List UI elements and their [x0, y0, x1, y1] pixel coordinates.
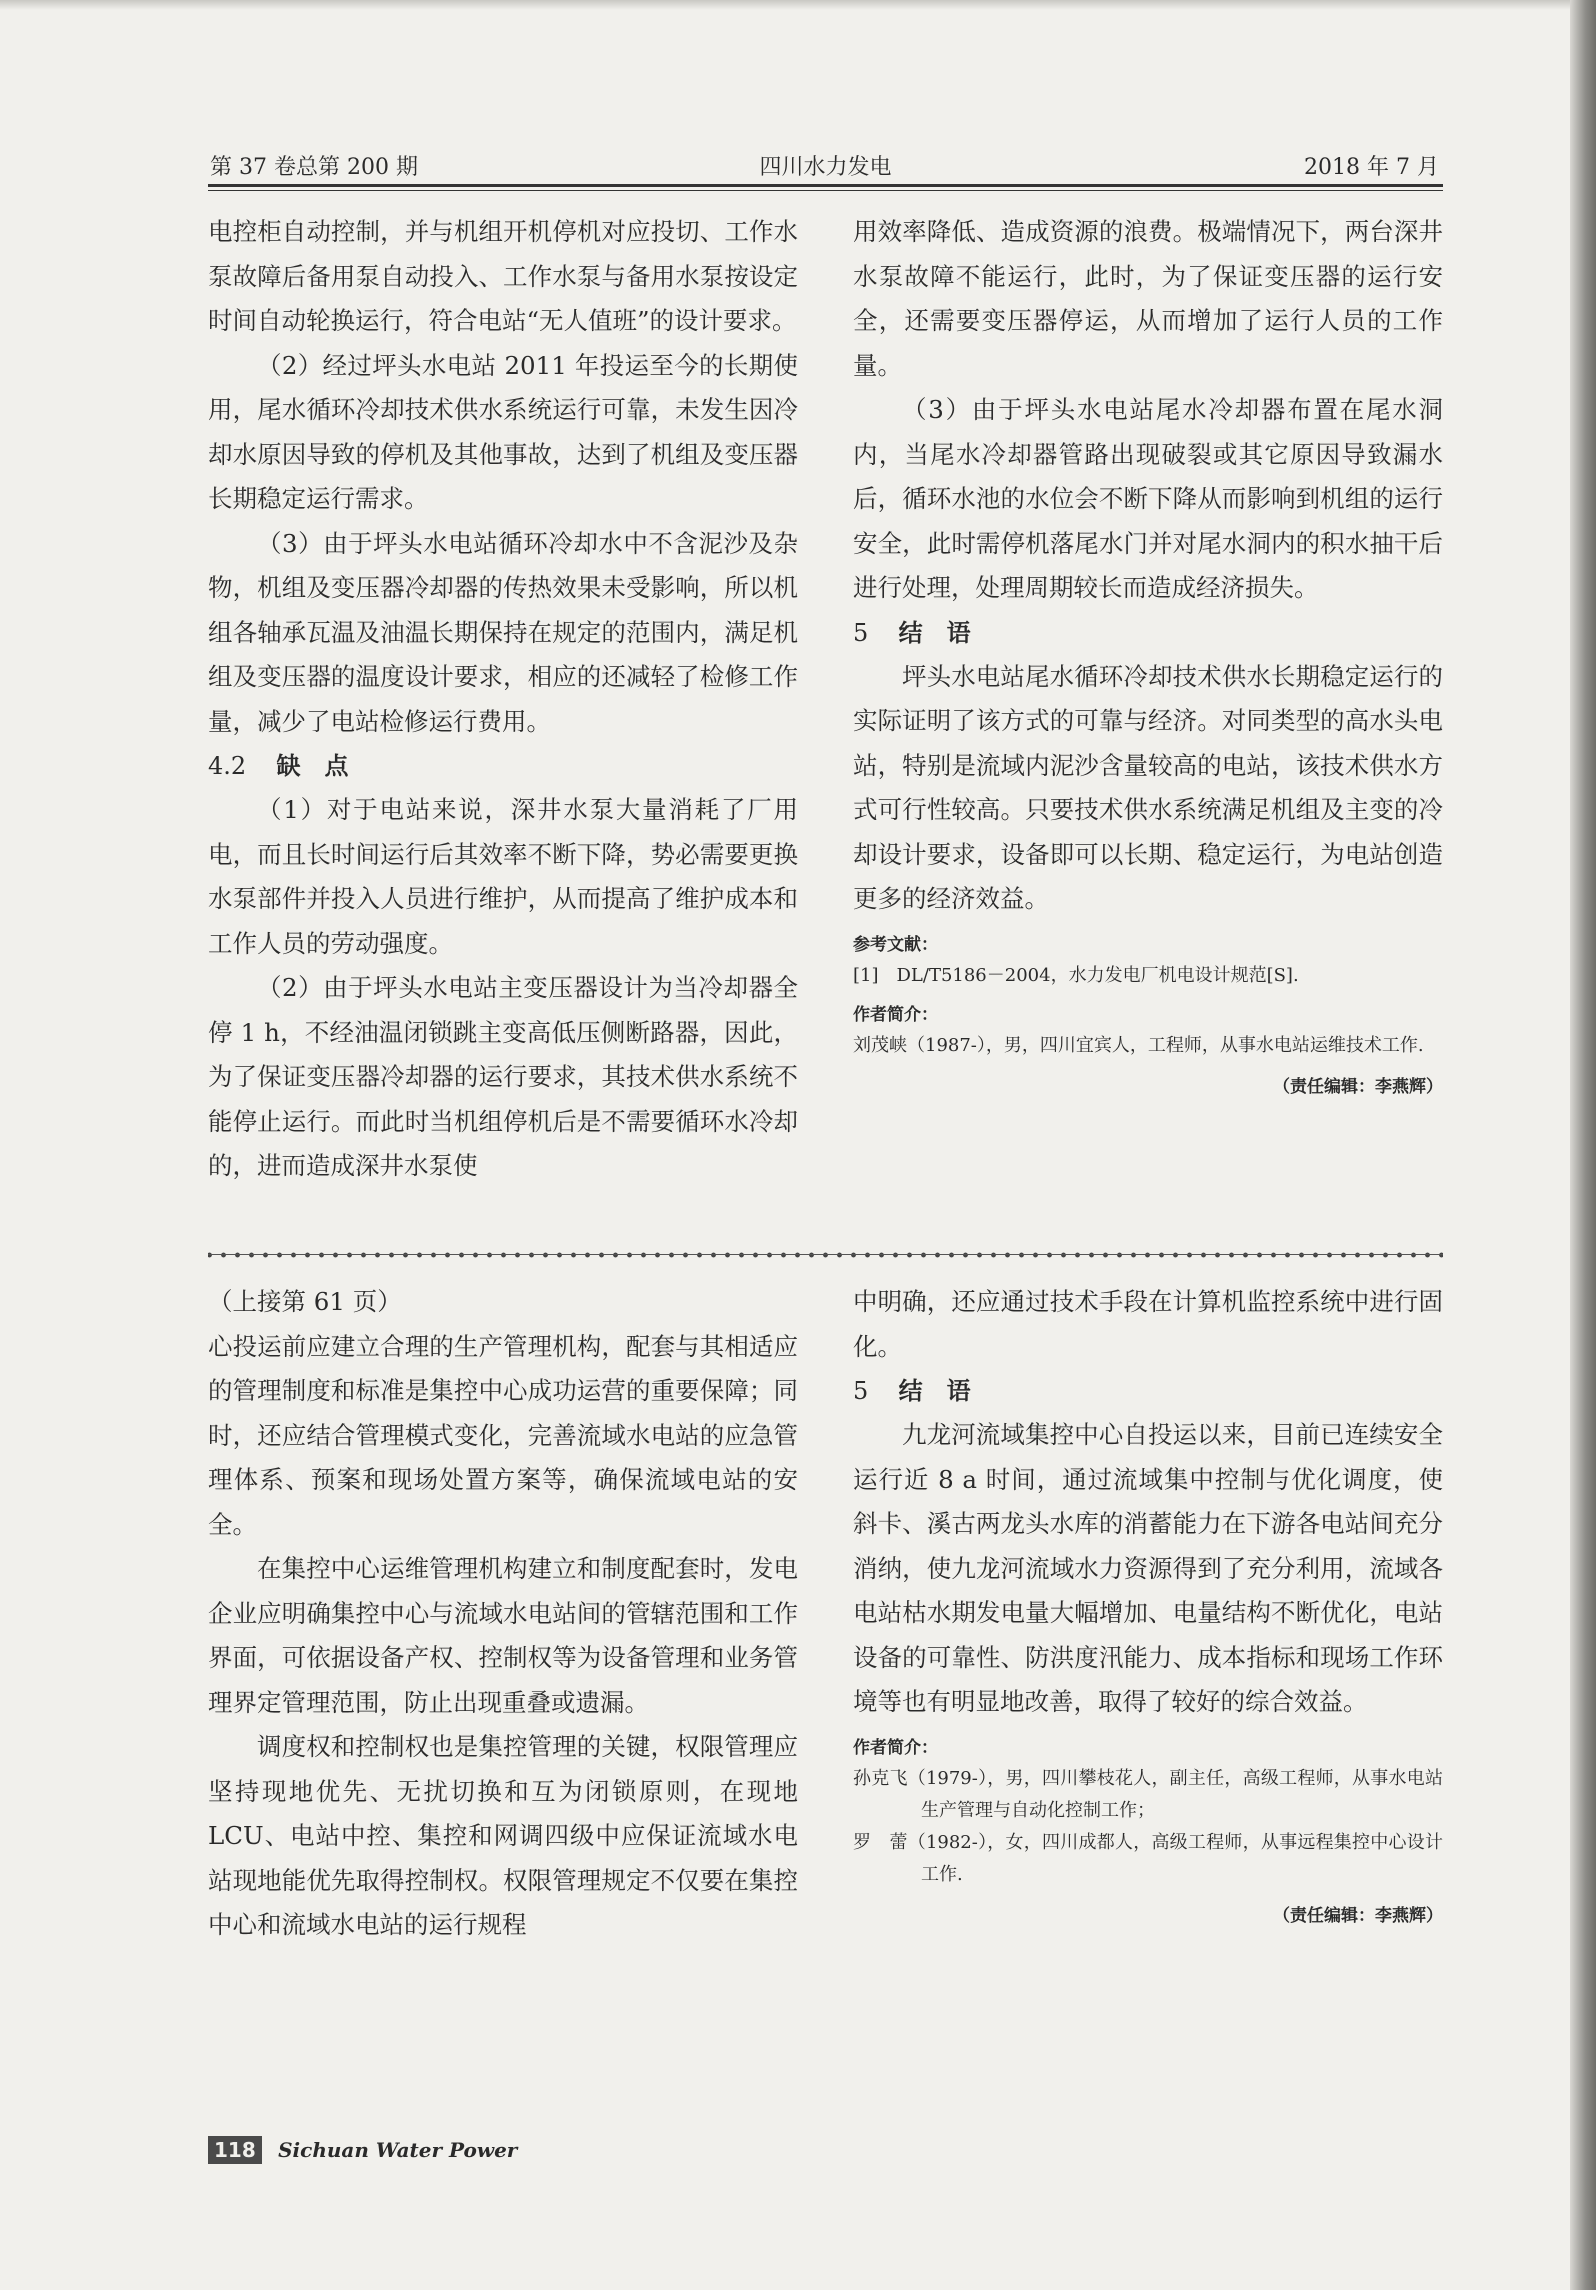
footer-journal-name: Sichuan Water Power: [278, 2138, 518, 2162]
author-bio: 罗 蕾（1982-），女，四川成都人，高级工程师，从事远程集控中心设计工作.: [853, 1831, 1443, 1885]
responsible-editor: （责任编辑：李燕辉）: [1273, 1905, 1443, 1926]
page-number: 118: [208, 2136, 262, 2164]
header-rule-thin: [208, 190, 1443, 191]
article-divider: [208, 1248, 1443, 1262]
header-journal-title: 四川水力发电: [759, 155, 892, 180]
paragraph: （2）经过坪头水电站 2011 年投运至今的长期使用，尾水循环冷却技术供水系统运行可靠，未发生因冷却水原因导致的停机及其他事故，达到了机组及变压器长期稳定运行需求。: [208, 350, 798, 513]
journal-page: [208, 140, 1443, 2200]
running-header: [208, 140, 1443, 186]
section-number: 4.2: [208, 752, 247, 780]
paragraph: （3）由于坪头水电站循环冷却水中不含泥沙及杂物，机组及变压器冷却器的传热效果未受影响，所以机组各轴承瓦温及油温长期保持在规定的范围内，满足机组及变压器的温度设计要求，相应的还减轻了检修工作量，减少了电站检修运行费用。: [208, 528, 798, 736]
references-heading: 参考文献：: [853, 934, 938, 955]
section-heading: [853, 1369, 1443, 1413]
author-bio: 刘茂峡（1987-），男，四川宜宾人，工程师，从事水电站运维技术工作.: [853, 1034, 1424, 1056]
paragraph: 电控柜自动控制，并与机组开机停机对应投切、工作水泵故障后备用泵自动投入、工作水泵与备用水泵按设定时间自动轮换运行，符合电站“无人值班”的设计要求。: [208, 217, 798, 335]
section-title: 结 语: [898, 618, 971, 647]
paragraph: 调度权和控制权也是集控管理的关键，权限管理应坚持现地优先、无扰切换和互为闭锁原则，在现地 LCU、电站中控、集控和网调四级中应保证流域水电站现地能优先取得控制权。权限管理规定不仅要在集控中心和流域水电站的运行规程: [208, 1732, 798, 1939]
section-heading: [208, 744, 798, 788]
scan-top-shadow: [0, 0, 1596, 10]
header-rule-thick: [208, 184, 1443, 187]
section-number: 5: [853, 1377, 869, 1405]
scan-right-edge: [1570, 0, 1596, 2290]
paragraph: 九龙河流域集控中心自投运以来，目前已连续安全运行近 8 a 时间，通过流域集中控制与优化调度，使斜卡、溪古两龙头水库的消蓄能力在下游各电站间充分消纳，使九龙河流域水力资源得到了充分利用，流域各电站枯水期发电量大幅增加、电量结构不断优化，电站设备的可靠性、防洪度汛能力、成本指标和现场工作环境等也有明显地改善，取得了较好的综合效益。: [853, 1420, 1443, 1716]
author-bio-heading: 作者简介：: [853, 1737, 938, 1758]
paragraph: 心投运前应建立合理的生产管理机构，配套与其相适应的管理制度和标准是集控中心成功运营的重要保障；同时，还应结合管理模式变化，完善流域水电站的应急管理体系、预案和现场处置方案等，确保流域电站的安全。: [208, 1331, 798, 1539]
section-number: 5: [853, 618, 869, 647]
section-heading: [853, 611, 1443, 655]
paragraph: 在集控中心运维管理机构建立和制度配套时，发电企业应明确集控中心与流域水电站间的管辖范围和工作界面，可依据设备产权、控制权等为设备管理和业务管理界定管理范围，防止出现重叠或遗漏。: [208, 1554, 798, 1717]
author-bio-heading: 作者简介：: [853, 1004, 938, 1025]
reference-item: [1] DL/T5186－2004，水力发电厂机电设计规范[S].: [853, 964, 1299, 986]
header-date: 2018 年 7 月: [1304, 155, 1439, 180]
paragraph: （3）由于坪头水电站尾水冷却器布置在尾水洞内，当尾水冷却器管路出现破裂或其它原因导致漏水后，循环水池的水位会不断下降从而影响到机组的运行安全，此时需停机落尾水门并对尾水洞内的积水抽干后进行处理，处理周期较长而造成经济损失。: [853, 395, 1443, 602]
section-title: 结 语: [898, 1377, 971, 1405]
paragraph: 中明确，还应通过技术手段在计算机监控系统中进行固化。: [853, 1287, 1443, 1361]
author-bio: 孙克飞（1979-），男，四川攀枝花人，副主任，高级工程师，从事水电站生产管理与自动化控制工作；: [853, 1767, 1443, 1821]
paragraph: （2）由于坪头水电站主变压器设计为当冷却器全停 1 h，不经油温闭锁跳主变高低压侧断路器，因此，为了保证变压器冷却器的运行要求，其技术供水系统不能停止运行。而此时当机组停机后是不需要循环水冷却的，进而造成深井水泵使: [208, 973, 798, 1180]
paragraph: 坪头水电站尾水循环冷却技术供水长期稳定运行的实际证明了该方式的可靠与经济。对同类型的高水头电站，特别是流域内泥沙含量较高的电站，该技术供水方式可行性较高。只要技术供水系统满足机组及主变的冷却设计要求，设备即可以长期、稳定运行，为电站创造更多的经济效益。: [853, 661, 1443, 913]
header-volume: 第 37 卷总第 200 期: [210, 155, 418, 180]
paragraph: （1）对于电站来说，深井水泵大量消耗了厂用电，而且长时间运行后其效率不断下降，势必需要更换水泵部件并投入人员进行维护，从而提高了维护成本和工作人员的劳动强度。: [208, 795, 798, 958]
lower-left-column: [208, 1280, 798, 1948]
page-footer: [208, 2136, 517, 2176]
paragraph: 用效率降低、造成资源的浪费。极端情况下，两台深井水泵故障不能运行，此时，为了保证变压器的运行安全，还需要变压器停运，从而增加了运行人员的工作量。: [853, 217, 1443, 380]
section-title: 缺 点: [276, 752, 349, 780]
responsible-editor: （责任编辑：李燕辉）: [1273, 1076, 1443, 1097]
upper-right-column: [853, 210, 1443, 1102]
upper-left-column: [208, 210, 798, 1189]
continuation-note: （上接第 61 页）: [208, 1287, 402, 1316]
lower-right-column: [853, 1280, 1443, 1931]
